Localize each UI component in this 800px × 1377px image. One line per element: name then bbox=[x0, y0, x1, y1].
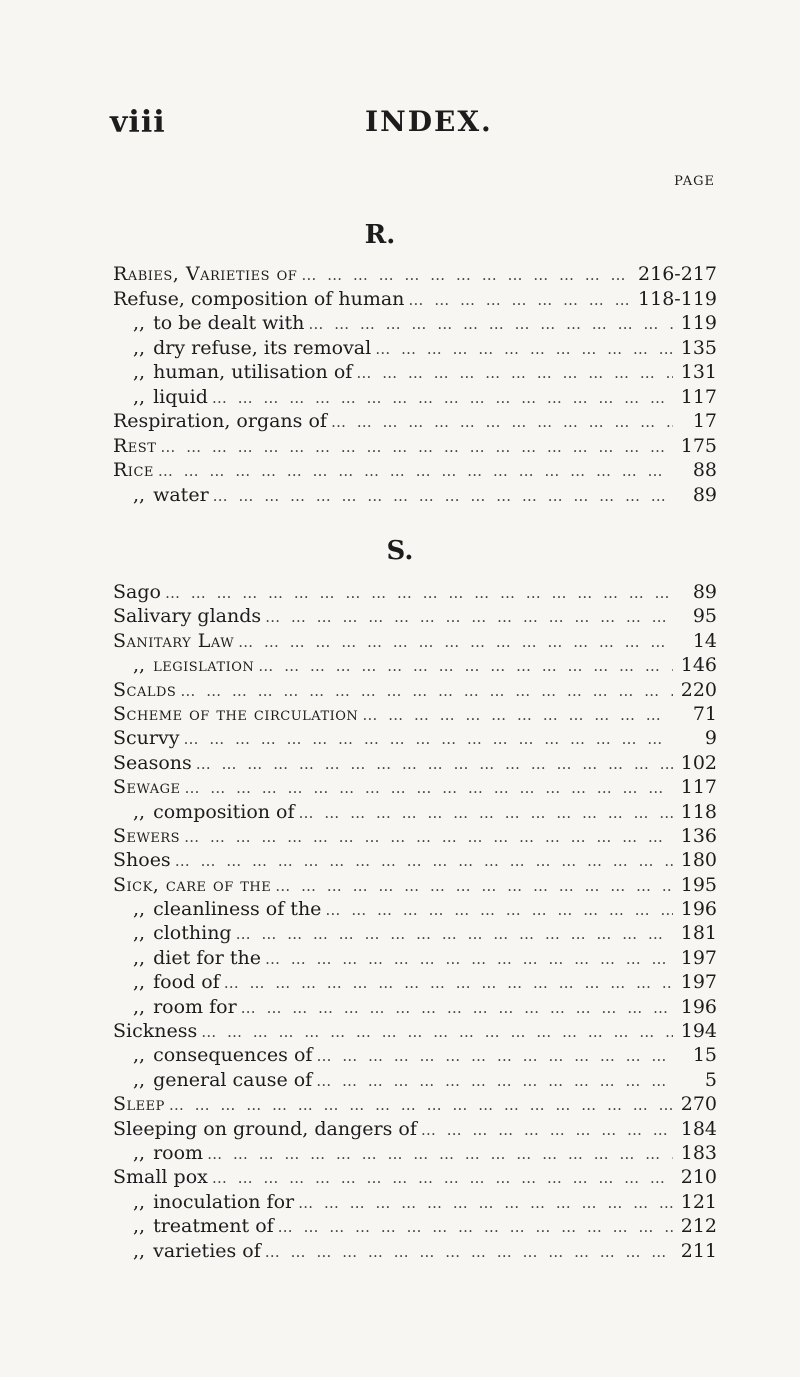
index-page-ref: 118 bbox=[680, 800, 717, 823]
leader-dots bbox=[169, 1093, 673, 1117]
index-subentry-term: to be dealt with bbox=[153, 312, 305, 334]
index-subentry-term: food of bbox=[153, 971, 220, 994]
index-entry-term: Scalds bbox=[113, 678, 177, 701]
index-subentry-term: room bbox=[153, 1141, 204, 1164]
index-page-ref: 175 bbox=[680, 434, 717, 457]
index-page-ref: 184 bbox=[680, 1117, 717, 1140]
page-column-label: PAGE bbox=[674, 174, 715, 189]
index-entry bbox=[113, 311, 717, 336]
index-entry-term: Sewage bbox=[113, 776, 181, 799]
page-title: INDEX. bbox=[365, 105, 493, 138]
index-entry bbox=[113, 287, 717, 312]
index-entry-term: Salivary glands bbox=[113, 605, 262, 628]
leader-dots bbox=[265, 947, 673, 971]
index-entry bbox=[113, 604, 717, 628]
index-entry bbox=[113, 1141, 717, 1165]
index-entry bbox=[113, 946, 717, 970]
leader-dots bbox=[298, 1191, 673, 1215]
index-entry bbox=[113, 873, 717, 897]
index-subentry-term: general cause of bbox=[153, 1068, 313, 1091]
index-entry bbox=[113, 434, 717, 459]
leader-dots bbox=[165, 581, 673, 605]
ditto-mark: ,, bbox=[133, 995, 146, 1018]
index-entry bbox=[113, 1068, 717, 1092]
index-entry bbox=[113, 995, 717, 1019]
ditto-mark: ,, bbox=[133, 800, 146, 823]
index-entry bbox=[113, 653, 717, 677]
leader-dots bbox=[158, 459, 673, 484]
index-page-ref: 212 bbox=[680, 1215, 717, 1238]
index-entry-term: Sleeping on ground, dangers of bbox=[113, 1117, 417, 1140]
index-page-ref: 146 bbox=[680, 654, 717, 677]
index-entry bbox=[113, 702, 717, 726]
index-page-ref: 102 bbox=[680, 751, 717, 774]
index-entry bbox=[113, 336, 717, 361]
index-subentry-term: diet for the bbox=[153, 946, 261, 969]
index-entry bbox=[113, 921, 717, 945]
ditto-mark: ,, bbox=[133, 946, 146, 969]
index-page-ref: 196 bbox=[680, 995, 717, 1018]
index-entry bbox=[113, 1214, 717, 1238]
leader-dots bbox=[183, 727, 673, 751]
leader-dots bbox=[275, 874, 673, 898]
ditto-mark: ,, bbox=[133, 1044, 146, 1067]
index-entry-term: Respiration, organs of bbox=[113, 410, 327, 432]
index-entry bbox=[113, 824, 717, 848]
index-page-ref: 194 bbox=[680, 1020, 717, 1043]
leader-dots bbox=[236, 922, 673, 946]
index-page-ref: 9 bbox=[704, 727, 717, 750]
index-entry-term: Sewers bbox=[113, 824, 181, 847]
leader-dots bbox=[301, 263, 634, 288]
index-entry bbox=[113, 726, 717, 750]
index-entry bbox=[113, 1092, 717, 1116]
leader-dots bbox=[316, 1069, 673, 1093]
index-entry bbox=[113, 629, 717, 653]
leader-dots bbox=[308, 312, 673, 337]
index-entry-term: Scurvy bbox=[113, 727, 180, 750]
index-entry-term: Sago bbox=[113, 581, 161, 603]
index-page-ref: 211 bbox=[680, 1239, 717, 1262]
index-page-ref: 216-217 bbox=[638, 263, 717, 285]
leader-dots bbox=[184, 776, 673, 800]
index-page-ref: 5 bbox=[704, 1068, 717, 1091]
leader-dots bbox=[160, 435, 673, 460]
index-entry-term: Sick, care of the bbox=[113, 873, 272, 896]
index-entry bbox=[113, 1019, 717, 1043]
index-page-ref: 121 bbox=[680, 1190, 717, 1213]
index-page-ref: 117 bbox=[680, 385, 717, 408]
index-entry bbox=[113, 262, 717, 287]
leader-dots bbox=[265, 1240, 673, 1264]
leader-dots bbox=[265, 605, 673, 629]
index-entry-term: Scheme of the circulation bbox=[113, 702, 359, 725]
index-page-ref: 196 bbox=[680, 898, 717, 921]
index-page-ref: 119 bbox=[680, 312, 717, 334]
index-page-ref: 17 bbox=[692, 410, 717, 432]
ditto-mark: ,, bbox=[133, 336, 146, 359]
index-page-ref: 197 bbox=[680, 971, 717, 994]
leader-dots bbox=[408, 288, 634, 313]
index-subentry-term: dry refuse, its removal bbox=[153, 336, 372, 359]
ditto-mark: ,, bbox=[133, 361, 146, 383]
leader-dots bbox=[241, 996, 673, 1020]
ditto-mark: ,, bbox=[133, 971, 146, 994]
ditto-mark: ,, bbox=[133, 654, 146, 677]
index-page-ref: 131 bbox=[680, 361, 717, 383]
index-entry bbox=[113, 360, 717, 385]
leader-dots bbox=[325, 898, 673, 922]
index-entry bbox=[113, 970, 717, 994]
ditto-mark: ,, bbox=[133, 1068, 146, 1091]
leader-dots bbox=[258, 654, 673, 678]
leader-dots bbox=[180, 679, 673, 703]
ditto-mark: ,, bbox=[133, 898, 146, 921]
index-page-ref: 210 bbox=[680, 1166, 717, 1189]
leader-dots bbox=[212, 386, 673, 411]
index-page-ref: 270 bbox=[680, 1093, 717, 1116]
leader-dots bbox=[175, 849, 673, 873]
index-subentry-term: treatment of bbox=[153, 1215, 274, 1238]
index-entry bbox=[113, 848, 717, 872]
leader-dots bbox=[224, 971, 673, 995]
index-subentry-term: human, utilisation of bbox=[153, 361, 353, 383]
index-entry bbox=[113, 1190, 717, 1214]
index-page-ref: 135 bbox=[680, 336, 717, 359]
index-page-ref: 183 bbox=[680, 1141, 717, 1164]
section-letter-r: R. bbox=[364, 220, 396, 250]
index-entry bbox=[113, 800, 717, 824]
index-subentry-term: cleanliness of the bbox=[153, 898, 322, 921]
index-entry bbox=[113, 385, 717, 410]
index-entry bbox=[113, 409, 717, 434]
index-entry bbox=[113, 1239, 717, 1263]
ditto-mark: ,, bbox=[133, 1190, 146, 1213]
page-number: viii bbox=[110, 105, 166, 140]
index-page-ref: 197 bbox=[680, 946, 717, 969]
index-page-ref: 117 bbox=[680, 776, 717, 799]
index-entry-term: Seasons bbox=[113, 751, 192, 774]
index-entry bbox=[113, 1165, 717, 1189]
index-page-ref: 118-119 bbox=[638, 287, 717, 310]
index-entry-term: Rabies, Varieties of bbox=[113, 263, 298, 285]
index-entry bbox=[113, 751, 717, 775]
index-page-ref: 15 bbox=[692, 1044, 717, 1067]
index-entry bbox=[113, 483, 717, 508]
index-entry-term: Rice bbox=[113, 459, 154, 481]
index-subentry-term: composition of bbox=[153, 800, 295, 823]
leader-dots bbox=[362, 703, 673, 727]
leader-dots bbox=[213, 484, 673, 509]
index-entry-term: Rest bbox=[113, 434, 157, 457]
leader-dots bbox=[196, 752, 673, 776]
index-entry-term: Sanitary Law bbox=[113, 629, 235, 652]
index-entry-term: Shoes bbox=[113, 849, 171, 872]
index-page-ref: 180 bbox=[680, 849, 717, 872]
leader-dots bbox=[278, 1215, 673, 1239]
index-subentry-term: liquid bbox=[153, 385, 208, 408]
index-page-ref: 88 bbox=[692, 459, 717, 481]
index-page-ref: 14 bbox=[692, 629, 717, 652]
index-page-ref: 89 bbox=[692, 581, 717, 603]
ditto-mark: ,, bbox=[133, 483, 146, 506]
index-subentry-term: room for bbox=[153, 995, 237, 1018]
page-header bbox=[0, 105, 800, 145]
index-entry bbox=[113, 1043, 717, 1067]
index-subentry-term: legislation bbox=[153, 654, 255, 677]
leader-dots bbox=[212, 1166, 673, 1190]
index-page-ref: 71 bbox=[692, 702, 717, 725]
index-entry bbox=[113, 775, 717, 799]
index-list-s bbox=[113, 580, 717, 1263]
index-page-ref: 89 bbox=[692, 483, 717, 506]
ditto-mark: ,, bbox=[133, 922, 146, 945]
leader-dots bbox=[201, 1020, 673, 1044]
index-subentry-term: inoculation for bbox=[153, 1190, 295, 1213]
index-page-ref: 195 bbox=[680, 873, 717, 896]
index-page-ref: 181 bbox=[680, 922, 717, 945]
index-subentry-term: varieties of bbox=[153, 1239, 261, 1262]
index-subentry-term: consequences of bbox=[153, 1044, 313, 1067]
index-entry-term: Refuse, composition of human bbox=[113, 287, 405, 310]
leader-dots bbox=[331, 410, 673, 435]
index-page-ref: 136 bbox=[680, 824, 717, 847]
index-entry-term: Sleep bbox=[113, 1093, 165, 1116]
index-entry-term: Small pox bbox=[113, 1166, 208, 1189]
leader-dots bbox=[207, 1142, 673, 1166]
leader-dots bbox=[356, 361, 673, 386]
leader-dots bbox=[375, 337, 673, 362]
index-subentry-term: clothing bbox=[153, 922, 232, 945]
index-page-ref: 220 bbox=[680, 678, 717, 701]
leader-dots bbox=[184, 825, 673, 849]
ditto-mark: ,, bbox=[133, 1141, 146, 1164]
leader-dots bbox=[238, 630, 673, 654]
index-page-ref: 95 bbox=[692, 605, 717, 628]
index-entry bbox=[113, 678, 717, 702]
ditto-mark: ,, bbox=[133, 312, 146, 334]
section-letter-s: S. bbox=[386, 536, 414, 566]
index-entry-term: Sickness bbox=[113, 1020, 198, 1043]
index-entry bbox=[113, 1117, 717, 1141]
index-list-r bbox=[113, 262, 717, 507]
index-entry bbox=[113, 580, 717, 604]
index-entry bbox=[113, 897, 717, 921]
leader-dots bbox=[316, 1044, 673, 1068]
index-entry bbox=[113, 458, 717, 483]
ditto-mark: ,, bbox=[133, 1239, 146, 1262]
ditto-mark: ,, bbox=[133, 385, 146, 408]
index-subentry-term: water bbox=[153, 483, 209, 506]
leader-dots bbox=[299, 801, 673, 825]
leader-dots bbox=[421, 1118, 673, 1142]
ditto-mark: ,, bbox=[133, 1215, 146, 1238]
